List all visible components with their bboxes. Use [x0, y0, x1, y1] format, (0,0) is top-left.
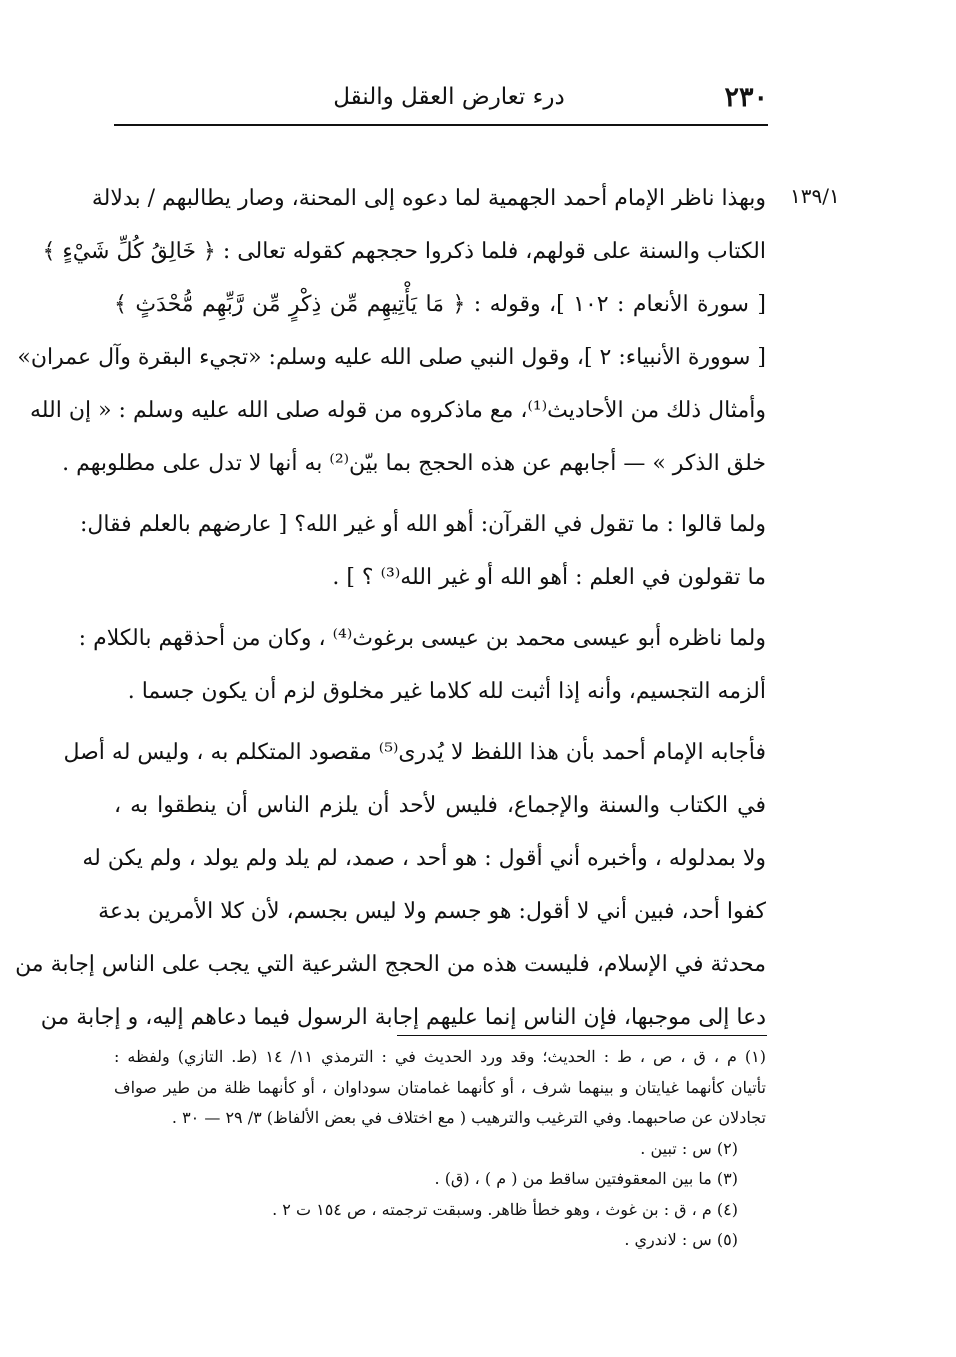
footnote-1	[114, 1042, 766, 1134]
footnote-line: (٥) س : لاندري .	[624, 1230, 738, 1249]
running-title: درء تعارض العقل والنقل	[333, 84, 565, 110]
footnote-line: (٣) ما بين المعقوفتين ساقط من ( م ) ، (ق) .	[434, 1169, 738, 1188]
text-line: دعا إلى موجبها، فإن الناس إنما عليهم إجابة الرسول فيما دعاهم إليه، و إجابة من	[40, 1005, 766, 1030]
text-line: الكتاب والسنة على قولهم، فلما ذكروا حججهم كقوله تعالى : ﴿ خَالِقُ كُلِّ شَيْءٍ ﴾	[42, 239, 766, 264]
paragraph	[17, 172, 766, 490]
footnote-4	[114, 1195, 766, 1226]
footnote-line: (٤) م ، ق : بن غوث ، وهو خطأ ظاهر. وسبقت ترجمته ، ص ١٥٤ ت ٢ .	[272, 1199, 738, 1219]
footnote-line: تجادلان عن صاحبهما. وفي الترغيب والترهيب ( مع اختلاف في بعض الألفاظ) ٣/ ٢٩ — ٣٠ .	[171, 1108, 766, 1127]
text-line: ما تقولون في العلم : أهو الله أو غير الله⁽³⁾ ؟ ] .	[332, 565, 766, 590]
footnote-divider	[397, 1035, 767, 1036]
text-line: محدثة في الإسلام، فليست هذه من الحجج الشرعية التي يجب على الناس إجابة من	[15, 952, 766, 977]
page-number: ٢٣٠	[724, 82, 768, 113]
footnote-line: (٢) س : تبين .	[640, 1138, 738, 1158]
paragraph	[15, 726, 766, 1044]
text-line: ولما قالوا : ما تقول في القرآن: أهو الله أو غير الله؟ [ عارضهم بالعلم فقال:	[79, 512, 766, 537]
main-text	[15, 172, 766, 1044]
footnotes	[114, 1042, 766, 1256]
page-header	[114, 78, 768, 126]
text-line: خلق الذكر » — أجابهم عن هذه الحجج بما بيّن⁽²⁾ به أنها لا تدل على مطلوبهم .	[62, 451, 766, 476]
text-line: ولا بمدلوله ، وأخبره أني أقول : هو أحد ، صمد، لم يلد ولم يولد ، ولم يكن له	[82, 846, 766, 871]
text-line: في الكتاب والسنة والإجماع، فليس لأحد أن يلزم الناس أن ينطقوا به ،	[114, 793, 766, 818]
text-line: فأجابه الإمام أحمد بأن هذا اللفظ لا يُدرى⁽⁵⁾ مقصود المتكلم به ، وليس له أصل	[63, 740, 766, 765]
footnote-line: تأتيان كأنهما غيايتان و بينهما شرف ، أو كأنهما غمامتان سوداوان ، أو كأنهما ظلة من طير صواف	[114, 1077, 766, 1097]
footnote-5	[114, 1225, 766, 1256]
text-line: ألزمه التجسيم، وأنه إذا أثبت لله كلاما غير مخلوق لزم أن يكون جسما .	[127, 679, 766, 704]
footnote-3	[114, 1164, 766, 1195]
margin-reference: ١٣٩/١	[790, 184, 840, 208]
footnote-2	[114, 1134, 766, 1165]
text-line: وأمثال ذلك من الأحاديث⁽¹⁾، مع ماذكروه من قوله صلى الله عليه وسلم : « إن الله	[29, 398, 766, 423]
paragraph	[78, 612, 766, 718]
paragraph	[79, 498, 766, 604]
footnote-line: (١) م ، ق ، ص ، ط : الحديث؛ وقد ورد الحديث في : الترمذي ١١/ ١٤ (ط. التازي) ولفظه :	[114, 1047, 766, 1066]
text-line: ولما ناظره أبو عيسى محمد بن عيسى برغوث⁽⁴⁾ ، وكان من أحذقهم بالكلام :	[78, 626, 766, 651]
text-line: [ سوورة الأنبياء: ٢ ]، وقول النبي صلى الله عليه وسلم: «تجيء البقرة وآل عمران»	[17, 345, 766, 370]
text-line: [ سورة الأنعام : ١٠٢ ]، وقوله : ﴿ مَا يَأْتِيهِم مِّن ذِكْرٍ مِّن رَّبِّهِم مُّحْدَثٍ ﴾	[114, 292, 766, 317]
text-line: وبهذا ناظر الإمام أحمد الجهمية لما دعوه إلى المحنة، وصار يطالبهم / بدلالة	[91, 186, 766, 211]
text-line: كفوا أحد، فبين أني لا أقول: هو جسم ولا ليس بجسم، لأن كلا الأمرين بدعة	[98, 899, 766, 924]
